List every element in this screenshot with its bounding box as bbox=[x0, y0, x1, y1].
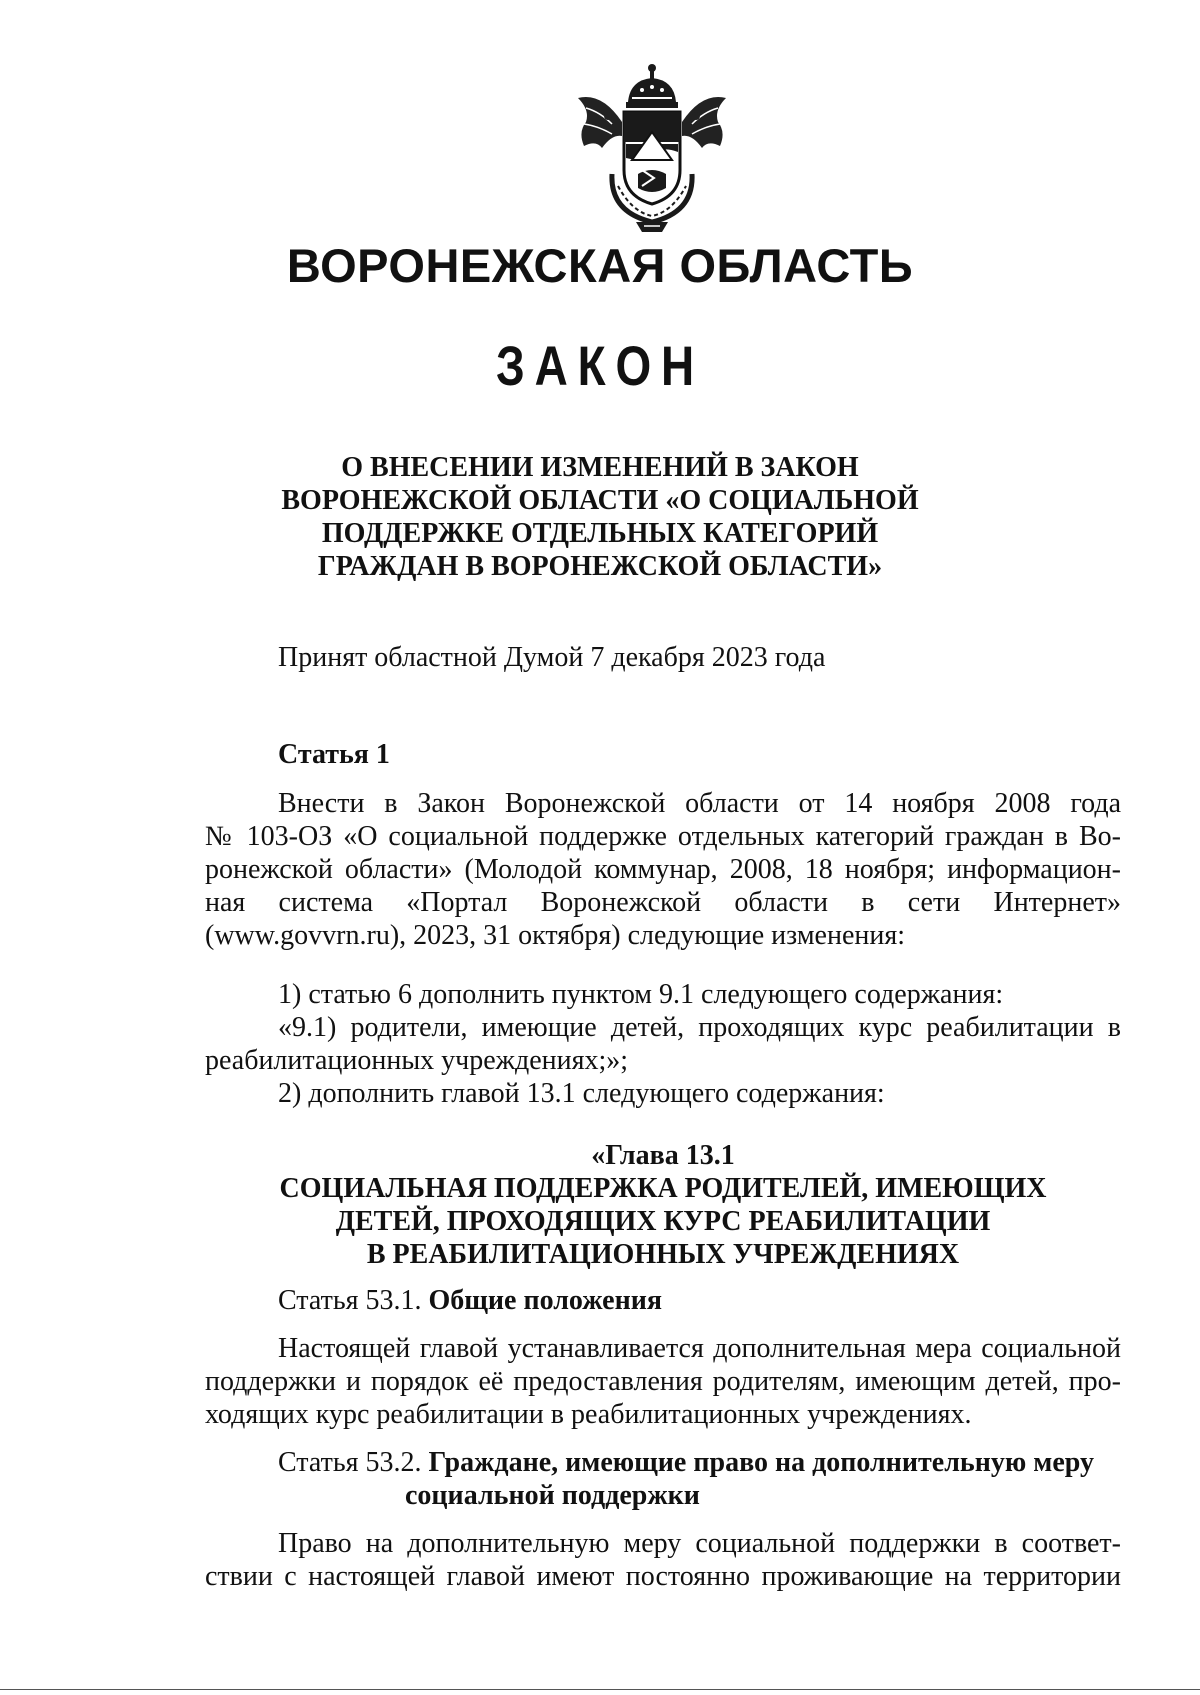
page-bottom-rule bbox=[0, 1689, 1200, 1690]
chapter-heading bbox=[205, 1139, 1121, 1271]
text-line: (www.govvrn.ru), 2023, 31 октября) следующие изменения: bbox=[205, 920, 905, 951]
adoption-date: Принят областной Думой 7 декабря 2023 года bbox=[278, 642, 826, 673]
document-type: ЗАКОН bbox=[495, 334, 705, 397]
chapter-title-line: В РЕАБИЛИТАЦИОННЫХ УЧРЕЖДЕНИЯХ bbox=[366, 1239, 960, 1270]
law-title-line: ПОДДЕРЖКЕ ОТДЕЛЬНЫХ КАТЕГОРИЙ bbox=[321, 518, 879, 549]
text-line: ходящих курс реабилитации в реабилитационных учреждениях. bbox=[205, 1399, 972, 1430]
coat-of-arms-icon bbox=[572, 62, 732, 234]
chapter-title-line: ДЕТЕЙ, ПРОХОДЯЩИХ КУРС РЕАБИЛИТАЦИИ bbox=[335, 1206, 991, 1237]
article-title: Общие положения bbox=[428, 1285, 663, 1316]
text-line: ронежской области» (Молодой коммунар, 2008, 18 ноября; информацион- bbox=[205, 854, 1121, 885]
chapter-label: «Глава 13.1 bbox=[591, 1140, 735, 1171]
law-title-line: О ВНЕСЕНИИ ИЗМЕНЕНИЙ В ЗАКОН bbox=[341, 452, 859, 483]
law-title-line: ГРАЖДАН В ВОРОНЕЖСКОЙ ОБЛАСТИ» bbox=[317, 551, 883, 582]
text-line: ная система «Портал Воронежской области в сети Интернет» bbox=[205, 887, 1121, 918]
text-line: поддержки и порядок её предоставления родителям, имеющим детей, про- bbox=[205, 1366, 1121, 1397]
text-line: Настоящей главой устанавливается дополнительная мера социальной bbox=[278, 1333, 1121, 1364]
article-53-1-heading bbox=[205, 1284, 1121, 1317]
text-line: № 103-ОЗ «О социальной поддержке отдельных категорий граждан в Во- bbox=[205, 821, 1121, 852]
amendment-item-2: 2) дополнить главой 13.1 следующего содержания: bbox=[278, 1078, 885, 1109]
amendment-item-1: 1) статью 6 дополнить пунктом 9.1 следующего содержания: bbox=[278, 979, 1004, 1010]
article-title-continuation: социальной поддержки bbox=[405, 1480, 700, 1511]
article-1-heading: Статья 1 bbox=[278, 739, 390, 770]
text-line: «9.1) родители, имеющие детей, проходящих курс реабилитации в bbox=[278, 1012, 1121, 1043]
chapter-title-line: СОЦИАЛЬНАЯ ПОДДЕРЖКА РОДИТЕЛЕЙ, ИМЕЮЩИХ bbox=[279, 1173, 1047, 1204]
text-line: Внести в Закон Воронежской области от 14 ноября 2008 года bbox=[278, 788, 1121, 819]
law-title bbox=[0, 451, 1200, 583]
text-line: реабилитационных учреждениях;»; bbox=[205, 1045, 629, 1076]
text-line: ствии с настоящей главой имеют постоянно проживающие на территории bbox=[205, 1561, 1121, 1592]
text-line: Право на дополнительную меру социальной поддержки в соответ- bbox=[278, 1528, 1121, 1559]
law-title-line: ВОРОНЕЖСКОЙ ОБЛАСТИ «О СОЦИАЛЬНОЙ bbox=[281, 485, 919, 516]
region-title: ВОРОНЕЖСКАЯ ОБЛАСТЬ bbox=[286, 239, 914, 292]
article-53-2-heading bbox=[205, 1446, 1121, 1479]
article-number: Статья 53.1. bbox=[278, 1285, 422, 1316]
article-title: Граждане, имеющие право на дополнительную меру bbox=[428, 1447, 1094, 1478]
article-number: Статья 53.2. bbox=[278, 1447, 422, 1478]
